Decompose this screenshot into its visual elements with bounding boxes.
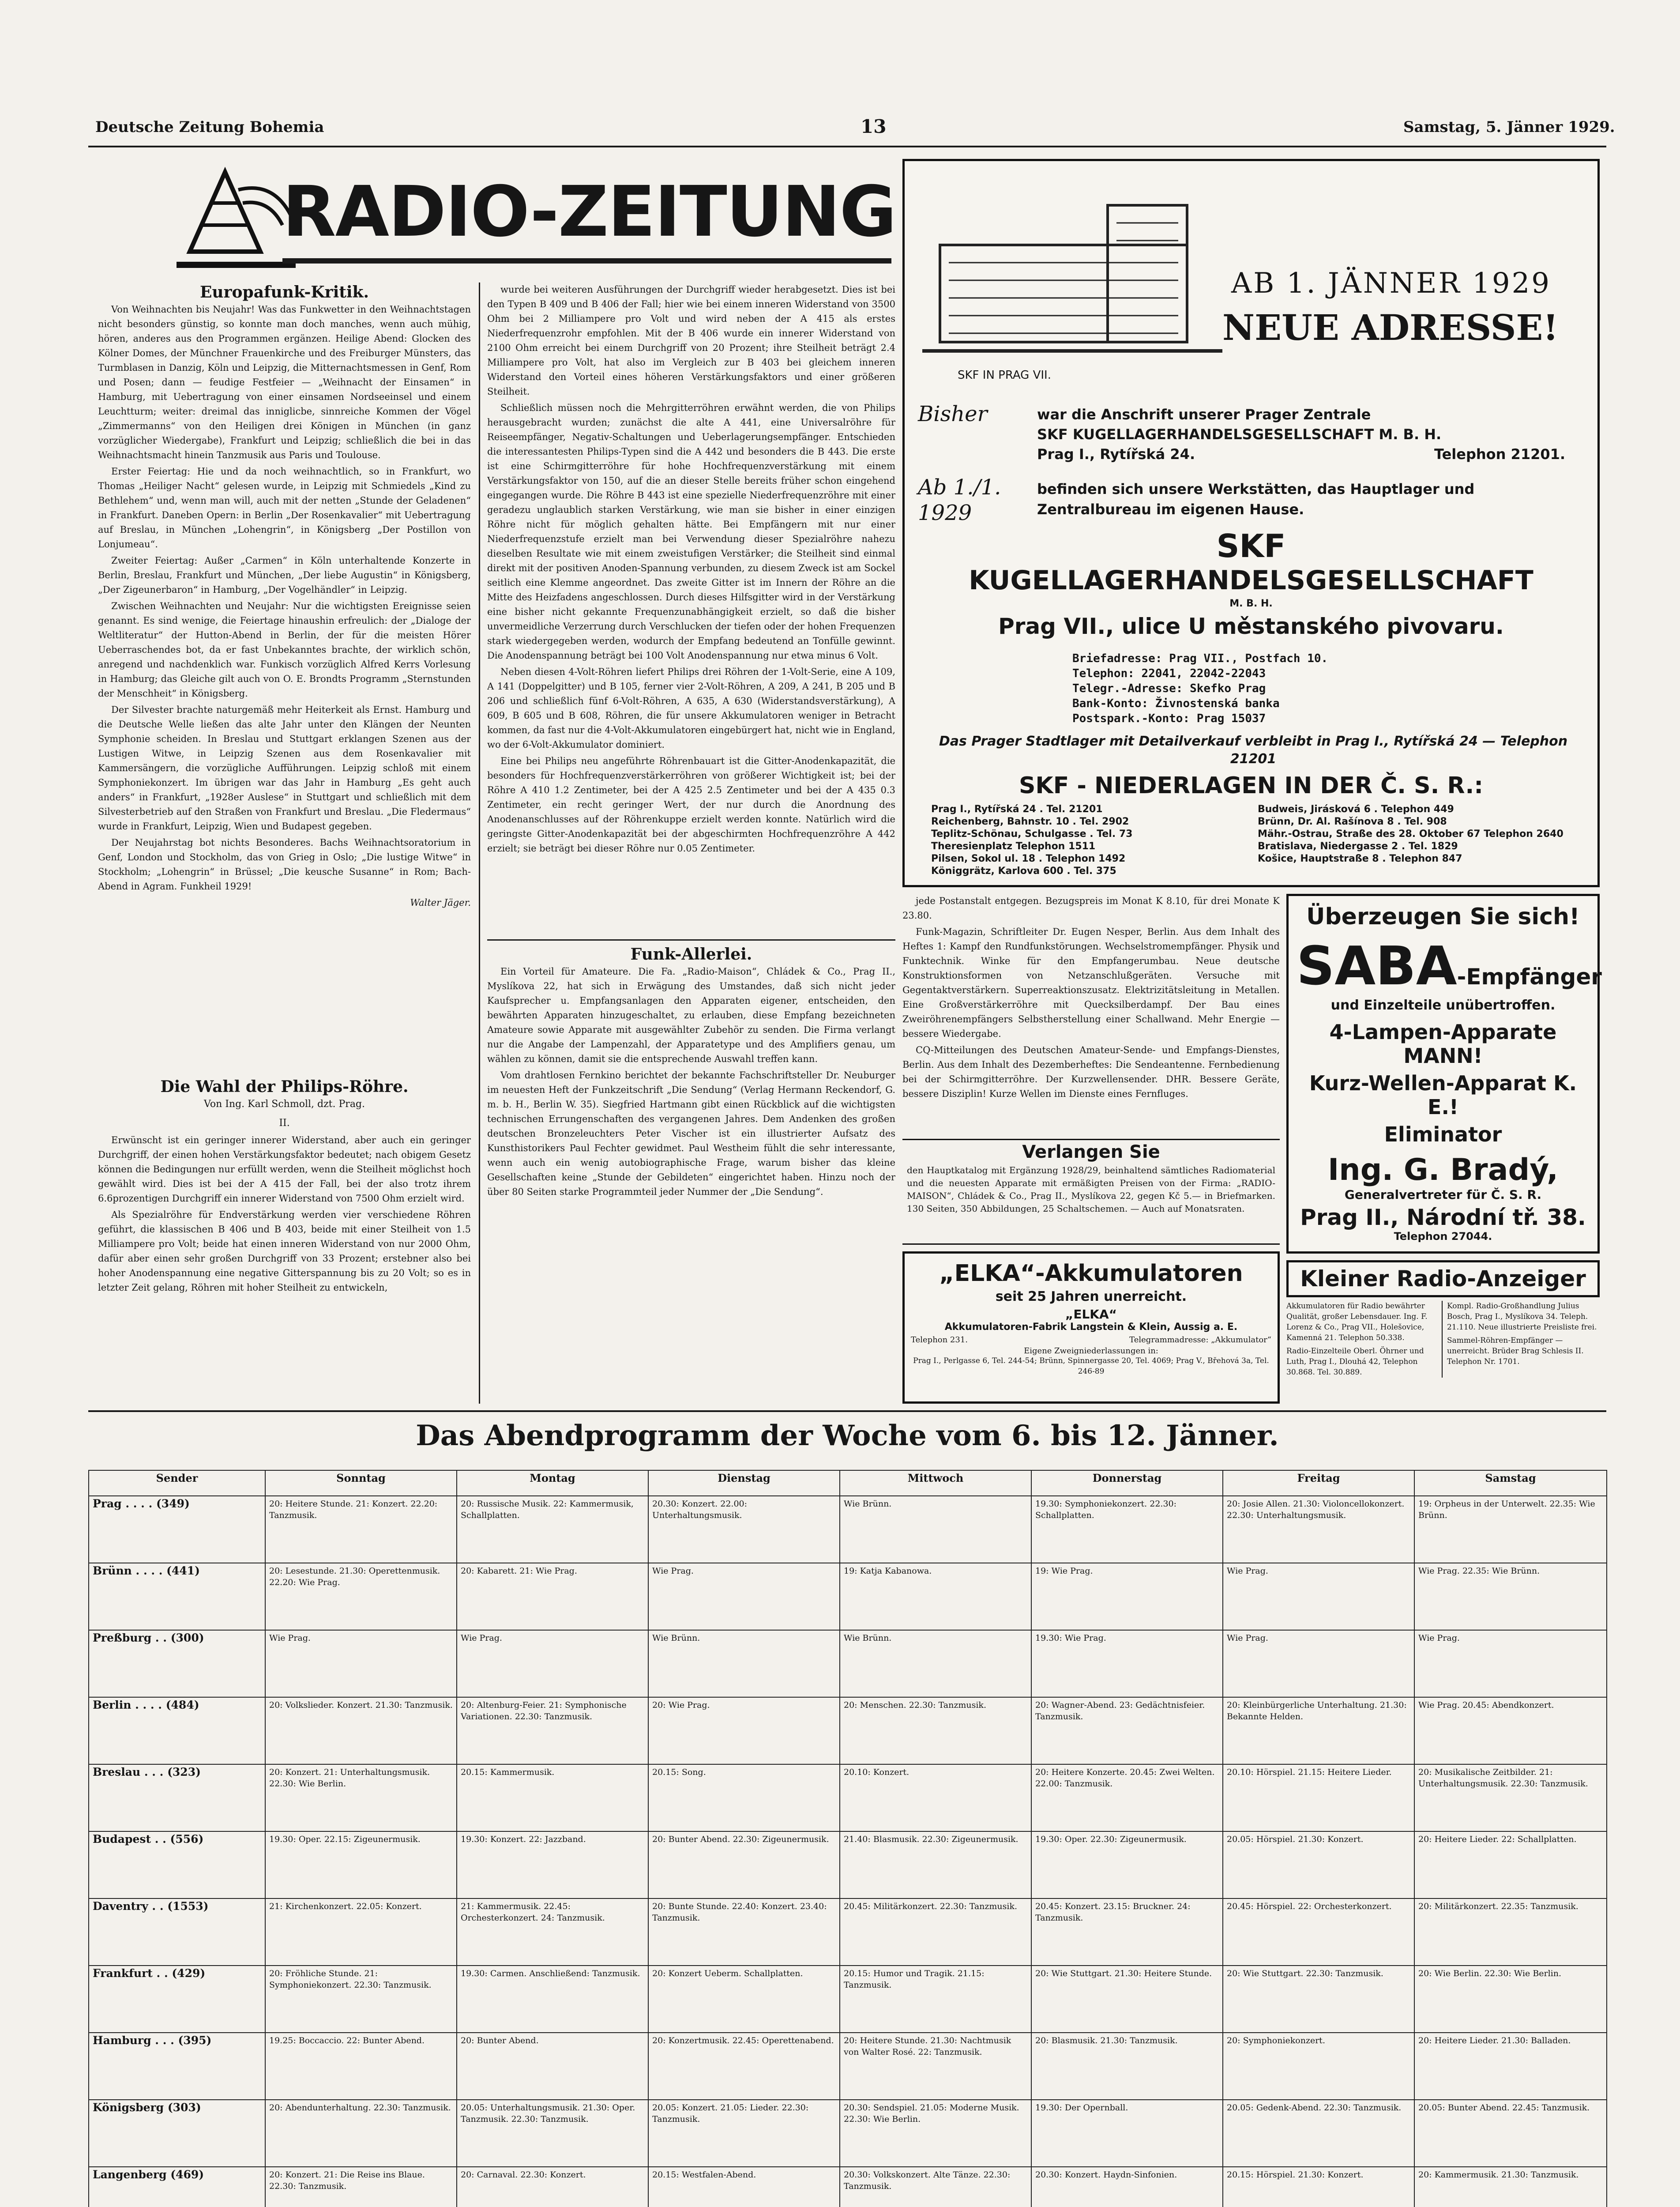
article-paragraph: Neben diesen 4-Volt-Röhren liefert Philips drei Röhren der 1-Volt-Serie, eine A 109, A 141 (Doppelgitter) und B 105, ferner vier 2-Volt-Röhren, A 209, A 241, B 205 und B 206 und schließlich fünf 6-Volt-Röhren, A 635, A 630 (Widerstandsverstärkung), A 609, B 605 und B 608, Röhren, die für unsere Akkumulatoren weniger in Betracht kommen, da fast nur die 4-Volt-Akkumulatoren eingebürgert hat, nicht wie in England, wo der 6-Volt-Akkumulator dominiert. <box>487 667 895 750</box>
article-paragraph: Funk-Magazin, Schriftleiter Dr. Eugen Nesper, Berlin. Aus dem Inhalt des Heftes 1: Kampf den Rundfunkstörungen. Wechselstromempfänger. Physik und Funktechnik. Winke für den Empfangerumbau. Neue deutsche Konstruktionsformen von Netzanschlußgeräten. Versuche mit Gegentaktverstärkern. Superreaktionszusatz. Elektrizitätsleitung in Metallen. Eine Großverstärkerröhre mit Quecksilberdampf. Der Bau eines Zweiröhrenempfängers Selbstherstellung einer Schallwand. Mehr Energie — bessere Wiedergabe. <box>902 926 1280 1039</box>
article-paragraph: Eine bei Philips neu angeführte Röhrenbauart ist die Gitter-Anodenkapazität, die besonders für Hochfrequenzverstärkerröhren von größerer Wichtigkeit ist; bei der Röhre A 410 1.2 Zentimeter, bei der A 425 2.5 Zentimeter und bei der A 435 0.3 Zentimeter, ein recht geringer Wert, der nur durch die Anordnung des Anodenanschlusses auf der Röhrenkuppe erzielt werden konnte. Natürlich wird die geringste Gitter-Anodenkapazität bei der abgeschirmten Hochfrequenzröhre A 442 erzielt; sie beträgt bei dieser Röhre nur 0.05 Zentimeter. <box>487 756 895 854</box>
skf-headline-date: AB 1. JÄNNER 1929 <box>1231 267 1551 300</box>
program-cell: 20: Bunter Abend. <box>457 2033 648 2100</box>
skf-niederlagen-title: SKF - NIEDERLAGEN IN DER Č. S. R.: <box>1019 772 1484 799</box>
program-cell: Wie Brünn. <box>840 1496 1031 1563</box>
program-cell: Wie Brünn. <box>840 1630 1031 1697</box>
program-row <box>89 1563 1607 1630</box>
program-cell: 20: Symphoniekonzert. <box>1223 2033 1414 2100</box>
article-paragraph: CQ-Mitteilungen des Deutschen Amateur-Sende- und Empfangs-Dienstes, Berlin. Aus dem Inhalt des Dezemberheftes: Die Sendeantenne. Fernbedienung bei der Schirmgitterröhre. Der Kurzwellensender. DHR. Bessere Geräte, bessere Disziplin! Kurze Wellen im Dienste eines Fernfluges. <box>902 1045 1280 1099</box>
article-philips-byline: Von Ing. Karl Schmoll, dzt. Prag. <box>203 1099 365 1110</box>
program-cell: 20: Konzert Ueberm. Schallplatten. <box>648 1966 840 2033</box>
radio-zeitung-masthead <box>177 163 896 274</box>
skf-branch: Teplitz-Schönau, Schulgasse . Tel. 73 <box>931 829 1133 840</box>
elka-since: seit 25 Jahren unerreicht. <box>995 1289 1187 1304</box>
program-cell: 20: Kabarett. 21: Wie Prag. <box>457 1563 648 1630</box>
program-cell: 20: Heitere Stunde. 21.30: Nachtmusik von Walter Rosé. 22: Tanzmusik. <box>840 2033 1031 2100</box>
program-column-header: Sender <box>89 1470 265 1496</box>
program-cell: 20: Bunter Abend. 22.30: Zigeunermusik. <box>648 1831 840 1898</box>
elka-branches: Prag I., Perlgasse 6, Tel. 244-54; Brünn, Spinnergasse 20, Tel. 4069; Prag V., Břehová 3a, Tel. 246-89 <box>913 1356 1269 1376</box>
saba-line2: Kurz-Wellen-Apparat K. E.! <box>1309 1071 1577 1119</box>
program-title: Das Abendprogramm der Woche vom 6. bis 12. Jänner. <box>416 1419 1279 1452</box>
skf-line3b: Telephon 21201. <box>1434 446 1566 463</box>
verlangen-title: Verlangen Sie <box>1022 1142 1160 1162</box>
article-europafunk-title: Europafunk-Kritik. <box>199 283 369 301</box>
program-cell: 20: Lesestunde. 21.30: Operettenmusik. 22.20: Wie Prag. <box>265 1563 457 1630</box>
program-cell: 20.30: Sendspiel. 21.05: Moderne Musik. 22.30: Wie Berlin. <box>840 2100 1031 2167</box>
kleiner-ad: Sammel-Röhren-Empfänger — unerreicht. Brüder Brag Schlesis II. Telephon Nr. 1701. <box>1447 1336 1584 1366</box>
program-station-cell: Berlin . . . . (484) <box>89 1697 265 1764</box>
elka-maker: Akkumulatoren-Fabrik Langstein & Klein, Aussig a. E. <box>944 1322 1238 1333</box>
verlangen-sie-ad <box>902 1139 1280 1245</box>
skf-mbh: M. B. H. <box>1229 598 1273 609</box>
skf-line1: war die Anschrift unserer Prager Zentrale <box>1037 406 1371 423</box>
article-paragraph: Ein Vorteil für Amateure. Die Fa. „Radio-Maison“, Chládek & Co., Prag II., Myslíkova 22, hat sich in Erwägung des Umstandes, daß sich nicht jeder Kaufsprecher u. Empfangsanlagen den Apparaten eigener, entscheiden, den bewährten Apparaten hinzugeschaltet, zu erlauben, diese Empfang bezeichneten Amateure sowie Apparate mit ausgewählter Zubehör zu senden. Die Firma verlangt nur die Angabe der Lampenzahl, der Apparatetype und des Amplifiers genau, um wählen zu können, damit sie die entsprechende Auswahl treffen kann. <box>487 966 895 1064</box>
program-cell: Wie Prag. 22.35: Wie Brünn. <box>1414 1563 1607 1630</box>
article-paragraph: Erwünscht ist ein geringer innerer Widerstand, aber auch ein geringer Durchgriff, der einen hohen Verstärkungsfaktor bedeutet; nach obigem Gesetz können die Bedingungen nur erfüllt werden, wenn die Steilheit möglichst hoch gewählt wird. Dies ist bei der A 415 der Fall, bei der also trotz ihrem 6.6prozentigen Durchgriff ein innerer Widerstand von 7500 Ohm erzielt wird. <box>98 1135 471 1204</box>
program-cell: 19.30: Oper. 22.30: Zigeunermusik. <box>1031 1831 1223 1898</box>
program-cell: 20.15: Westfalen-Abend. <box>648 2167 840 2207</box>
program-station-cell: Brünn . . . . (441) <box>89 1563 265 1630</box>
program-cell: 20.05: Unterhaltungsmusik. 21.30: Oper. Tanzmusik. 22.30: Tanzmusik. <box>457 2100 648 2167</box>
skf-branch: Budweis, Jirásková 6 . Telephon 449 <box>1258 804 1454 815</box>
funk-allerlei-title: Funk-Allerlei. <box>630 945 752 964</box>
program-station-cell: Daventry . . (1553) <box>89 1898 265 1966</box>
program-cell: 19.30: Symphoniekonzert. 22.30: Schallplatten. <box>1031 1496 1223 1563</box>
program-cell: 20: Altenburg-Feier. 21: Symphonische Variationen. 22.30: Tanzmusik. <box>457 1697 648 1764</box>
skf-ad <box>902 159 1600 887</box>
elka-branches-title: Eigene Zweigniederlassungen in: <box>1024 1346 1158 1356</box>
program-cell: 20: Wie Prag. <box>648 1697 840 1764</box>
program-cell: 20: Kleinbürgerliche Unterhaltung. 21.30: Bekannte Helden. <box>1223 1697 1414 1764</box>
article-paragraph: Schließlich müssen noch die Mehrgitterröhren erwähnt werden, die von Philips herausgebracht wurden; zunächst die alte A 441, eine Universalröhre für Reiseempfänger, Negativ-Schaltungen und Ueberlagerungsempfänger. Entschieden die interessantesten Philips-Typen sind die A 442 und besonders die B 443. Die erste ist eine Schirmgitterröhre für hohe Hochfrequenzverstärkung mit einem Verstärkungsfaktor von 150, auf die an dieser Stelle bereits früher schon eingehend eingegangen wurde. Die Röhre B 443 ist eine spezielle Niederfrequenzröhre mit einer geradezu unglaublich starken Verstärkung, wie man sie bisher in einer einzigen Röhre nicht für möglich gehalten hätte. Bei Empfängern mit nur einer Niederfrequenzstufe erzielt man bei Verwendung dieser Spezialröhre nahezu dieselben Resultate wie mit einem zweistufigen Verstärker; die Steilheit sind einmal direkt mit der positiven Anoden-Spannung verbunden, zu diesem Zweck ist am Sockel seitlich eine Klemme angeordnet. Das zweite Gitter ist im Innern der Röhre an die Mitte des Heizfadens angeschlossen. Durch dieses Hilfsgitter wird in der Verstärkung eine bisher nicht gekannte Frequenzunabhängigkeit erzielt, so daß die bisher unvermeidliche Verzerrung durch Verschlucken der tiefen oder der hohen Frequenzen stark wiedergegeben werden, wodurch der Empfang bedeutend an Tonfülle gewinnt. Die Anodenspannung beträgt bei 100 Volt Anodenspannung nur etwa minus 6 Volt. <box>487 403 895 661</box>
program-station-cell: Frankfurt . . (429) <box>89 1966 265 2033</box>
saba-line1: 4-Lampen-Apparate MANN! <box>1329 1020 1557 1068</box>
program-cell: 20: Bunte Stunde. 22.40: Konzert. 23.40: Tanzmusik. <box>648 1898 840 1966</box>
program-cell: 20: Wagner-Abend. 23: Gedächtnisfeier. Tanzmusik. <box>1031 1697 1223 1764</box>
saba-brand: SABA <box>1297 936 1457 997</box>
skf-branches-left <box>931 803 1249 878</box>
program-cell: 19.30: Der Opernball. <box>1031 2100 1223 2167</box>
article-paragraph: Vom drahtlosen Fernkino berichtet der bekannte Fachschriftsteller Dr. Neuburger im neuesten Heft der Funkzeitschrift „Die Sendung“ (Verlag Hermann Reckendorf, G. m. b. H., Berlin W. 35). Siegfried Hartmann gibt einen Rückblick auf die wichtigsten technischen Errungenschaften des vergangenen Jahres. Dem Andenken des großen deutschen Bronzeleuchters Peter Vischer ist ein illustrierter Aufsatz des Kunsthistorikers Paul Fechter gewidmet. Paul Westheim fühlt die sehr interessante, wenn auch ein wenig autobiographische Frage, warum bisher das kleine Gesellschaften keine „Stunde der Gebildeten“ eingerichtet haben. Hinzu noch der über 80 Seiten starke Programmteil jeder Nummer der „Die Sendung“. <box>487 1070 895 1197</box>
program-cell: 20: Militärkonzert. 22.35: Tanzmusik. <box>1414 1898 1607 1966</box>
article-continuation-column <box>487 282 895 940</box>
program-cell: 20.10: Konzert. <box>840 1764 1031 1831</box>
program-cell: 20: Russische Musik. 22: Kammermusik, Schallplatten. <box>457 1496 648 1563</box>
program-cell: 20.10: Hörspiel. 21.15: Heitere Lieder. <box>1223 1764 1414 1831</box>
saba-product: -Empfänger <box>1457 964 1602 990</box>
program-cell: 20: Musikalische Zeitbilder. 21: Unterhaltungsmusik. 22.30: Tanzmusik. <box>1414 1764 1607 1831</box>
program-cell: 19.30: Oper. 22.15: Zigeunermusik. <box>265 1831 457 1898</box>
skf-address: Prag VII., ulice U městanského pivovaru. <box>998 614 1504 639</box>
program-cell: 20: Kammermusik. 21.30: Tanzmusik. <box>1414 2167 1607 2207</box>
elka-ad <box>902 1251 1280 1404</box>
program-cell: 21: Kirchenkonzert. 22.05: Konzert. <box>265 1898 457 1966</box>
program-station-cell: Hamburg . . . (395) <box>89 2033 265 2100</box>
program-cell: 20: Konzert. 21: Die Reise ins Blaue. 22.30: Tanzmusik. <box>265 2167 457 2207</box>
program-row <box>89 1697 1607 1764</box>
program-cell: 20.30: Konzert. 22.00: Unterhaltungsmusik. <box>648 1496 840 1563</box>
skf-branch: Brünn, Dr. Al. Rašínova 8 . Tel. 908 <box>1258 816 1447 827</box>
skf-contact-line: Telephon: 22041, 22042-22043 <box>1072 667 1266 680</box>
program-table <box>88 1470 1607 2207</box>
article-paragraph: Zweiter Feiertag: Außer „Carmen“ in Köln unterhaltende Konzerte in Berlin, Breslau, Frankfurt und München, „Der liebe Augustin“ in Königsberg, „Der Zigeunerbaron“ in Hamburg, „Der Vogelhändler“ in Leipzig. <box>98 555 471 595</box>
program-cell: 20: Volkslieder. Konzert. 21.30: Tanzmusik. <box>265 1697 457 1764</box>
program-cell: 20.15: Humor und Tragik. 21.15: Tanzmusik. <box>840 1966 1031 2033</box>
program-station-cell: Budapest . . (556) <box>89 1831 265 1898</box>
skf-branches-right <box>1258 803 1584 865</box>
program-column-header: Montag <box>457 1470 648 1496</box>
program-column-header: Samstag <box>1414 1470 1607 1496</box>
program-cell: Wie Brünn. <box>648 1630 840 1697</box>
program-cell: Wie Prag. <box>648 1563 840 1630</box>
program-cell: 20: Fröhliche Stunde. 21: Symphoniekonzert. 22.30: Tanzmusik. <box>265 1966 457 2033</box>
elka-phone: Telephon 231. <box>911 1335 968 1345</box>
article-paragraph: jede Postanstalt entgegen. Bezugspreis im Monat K 8.10, für drei Monate K 23.80. <box>902 896 1280 921</box>
masthead-title: RADIO-ZEITUNG <box>282 171 896 252</box>
skf-contact-block <box>1072 651 1470 726</box>
program-row <box>89 1898 1607 1966</box>
skf-logo-caption: SKF IN PRAG VII. <box>958 369 1051 382</box>
program-cell: 19: Orpheus in der Unterwelt. 22.35: Wie Brünn. <box>1414 1496 1607 1563</box>
program-column-header: Mittwoch <box>840 1470 1031 1496</box>
skf-branch: Reichenberg, Bahnstr. 10 . Tel. 2902 <box>931 816 1129 827</box>
skf-branch: Mähr.-Ostrau, Straße des 28. Oktober 67 Telephon 2640 <box>1258 829 1563 840</box>
program-station-cell: Preßburg . . (300) <box>89 1630 265 1697</box>
program-row <box>89 1966 1607 2033</box>
skf-branch: Košice, Hauptstraße 8 . Telephon 847 <box>1258 853 1462 864</box>
magazines-column <box>902 894 1280 1134</box>
saba-dealer-phone: Telephon 27044. <box>1394 1230 1492 1243</box>
program-cell: 20: Josie Allen. 21.30: Violoncellokonzert. 22.30: Unterhaltungsmusik. <box>1223 1496 1414 1563</box>
program-row <box>89 2033 1607 2100</box>
program-cell: 20.15: Song. <box>648 1764 840 1831</box>
elka-brand: „ELKA“ <box>1065 1307 1117 1322</box>
kleiner-ad: Radio-Einzelteile Oberl. Öhrner und Luth, Prag I., Dlouhá 42, Telephon 30.868. Tel. 30.889. <box>1286 1347 1424 1377</box>
program-cell: 21: Kammermusik. 22.45: Orchesterkonzert. 24: Tanzmusik. <box>457 1898 648 1966</box>
skf-contact-line: Postspark.-Konto: Prag 15037 <box>1072 712 1266 725</box>
kleiner-title: Kleiner Radio-Anzeiger <box>1286 1260 1600 1297</box>
program-cell: 20: Konzert. 21: Unterhaltungsmusik. 22.30: Wie Berlin. <box>265 1764 457 1831</box>
elka-title: „ELKA“-Akkumulatoren <box>939 1260 1243 1287</box>
program-cell: 19.30: Wie Prag. <box>1031 1630 1223 1697</box>
saba-lead: Überzeugen Sie sich! <box>1306 904 1580 930</box>
program-cell: 20.05: Konzert. 21.05: Lieder. 22.30: Tanzmusik. <box>648 2100 840 2167</box>
program-row <box>89 1831 1607 1898</box>
kleiner-ad: Akkumulatoren für Radio bewährter Qualität, großer Lebensdauer. Ing. F. Lorenz & Co., Prag VII., Holešovice, Kamenná 21. Telephon 50.338. <box>1286 1302 1428 1342</box>
program-cell: 19: Katja Kabanowa. <box>840 1563 1031 1630</box>
program-cell: 20: Wie Stuttgart. 21.30: Heitere Stunde. <box>1031 1966 1223 2033</box>
program-row <box>89 1496 1607 1563</box>
article-philips-column <box>98 1077 471 1404</box>
saba-ad <box>1286 894 1600 1254</box>
section-rule <box>88 1410 1606 1412</box>
program-cell: Wie Prag. <box>457 1630 648 1697</box>
program-cell: 20.30: Volkskonzert. Alte Tänze. 22.30: Tanzmusik. <box>840 2167 1031 2207</box>
skf-factory-illustration-icon <box>922 179 1231 364</box>
article-europafunk-column <box>98 282 471 1172</box>
program-cell: 20.05: Gedenk-Abend. 22.30: Tanzmusik. <box>1223 2100 1414 2167</box>
article-paragraph: Der Silvester brachte naturgemäß mehr Heiterkeit als Ernst. Hamburg und die Deutsche Welle ließen das alte Jahr unter den Klängen der Neunten Symphonie scheiden. In Breslau und Stuttgart erklangen Szenen aus der Lustigen Witwe, in Leipzig Szenen aus dem Rosenkavalier mit Kammersängern, die vorzügliche Aufführungen. Leipzig schloß mit einem Symphoniekonzert. Im übrigen war das Jahr in Hamburg „Es geht auch anders“ in Frankfurt, „1928er Auslese“ in Stuttgart und schließlich mit dem Silvesterbetrieb auf den Straßen von Frankfurt und Breslau. „Die Fledermaus“ wurde in Frankfurt, Leipzig, Wien und Budapest gegeben. <box>98 704 471 832</box>
program-cell: 20.15: Kammermusik. <box>457 1764 648 1831</box>
program-cell: 20: Konzertmusik. 22.45: Operettenabend. <box>648 2033 840 2100</box>
skf-ab-date: Ab 1./1. 1929 <box>918 475 1001 525</box>
program-cell: 20.45: Hörspiel. 22: Orchesterkonzert. <box>1223 1898 1414 1966</box>
program-cell: Wie Prag. <box>265 1630 457 1697</box>
saba-line3: Eliminator <box>1384 1122 1502 1146</box>
program-table-wrapper <box>88 1470 1606 2207</box>
program-cell: 20: Heitere Lieder. 21.30: Balladen. <box>1414 2033 1607 2100</box>
program-station-cell: Königsberg (303) <box>89 2100 265 2167</box>
skf-branch: Pilsen, Sokol ul. 18 . Telephon 1492 <box>931 853 1126 864</box>
article-philips-title: Die Wahl der Philips-Röhre. <box>160 1077 409 1096</box>
skf-branch: Prag I., Rytířská 24 . Tel. 21201 <box>931 804 1103 815</box>
program-cell: 20: Abendunterhaltung. 22.30: Tanzmusik. <box>265 2100 457 2167</box>
saba-tagline: und Einzelteile unübertroffen. <box>1330 998 1556 1013</box>
saba-dealer-address: Prag II., Národní tř. 38. <box>1300 1205 1586 1230</box>
program-header-row <box>89 1470 1607 1496</box>
article-paragraph: Als Spezialröhre für Endverstärkung werden vier verschiedene Röhren geführt, die klassischen B 406 und B 403, beide mit einer Steilheit von 1.5 Milliampere pro Volt; beide hat einen inneren Widerstand von nur 2000 Ohm, dafür aber einen sehr großen Durchgriff von 33 Prozent; erstebner also bei hoher Anodenspannung eine negative Gitterspannung bis zu 20 Volt; so es in letzter Zeit gelang, Röhren mit hoher Steilheit zu entwickeln, <box>98 1209 471 1293</box>
program-cell: 20: Menschen. 22.30: Tanzmusik. <box>840 1697 1031 1764</box>
article-philips-section: II. <box>279 1118 290 1129</box>
program-cell: Wie Prag. <box>1223 1563 1414 1630</box>
program-cell: 19.30: Konzert. 22: Jazzband. <box>457 1831 648 1898</box>
section-rule <box>487 939 895 941</box>
program-cell: 20.45: Konzert. 23.15: Bruckner. 24: Tanzmusik. <box>1031 1898 1223 1966</box>
program-cell: Wie Prag. <box>1414 1630 1607 1697</box>
article-paragraph: Von Weihnachten bis Neujahr! Was das Funkwetter in den Weihnachtstagen nicht besonders günstig, so konnte man doch manches, wenn auch mühig, hören, anderes aus den Programmen ergänzen. Heilige Abend: Glocken des Kölner Domes, der Münchner Frauenkirche und des Freiburger Münsters, das Turmblasen in Danzig, Köln und Leipzig, die Mitternachtsmessen in Genf, Rom und Posen; dann — feudige Festfeier — „Weihnacht der Einsamen“ in Hamburg, mit Uebertragung von einer einsamen Nordseeinsel und einem Leuchtturm; weiter: dreimal das inniglicbe, sinnreiche Kommen der Vögel „Zimmermanns“ von den Heiligen drei Königen in München (in ganz vorzüglicher Wiedergabe), Frankfurt und Leipzig; schließlich die bei in das Weihnachtsmacht hinein Tanzmusik aus Paris und Toulouse. <box>98 304 471 460</box>
header-page-number: 13 <box>861 116 887 137</box>
funk-allerlei-section <box>487 945 895 1404</box>
saba-dealer-name: Ing. G. Bradý, <box>1327 1152 1559 1187</box>
article-paragraph: Der Neujahrstag bot nichts Besonderes. Bachs Weihnachtsoratorium in Genf, London und Stockholm, das von Grieg in Oslo; „Die lustige Witwe“ in Stockholm; „Lohengrin“ in Brüssel; „Die keusche Susanne“ in Rom; Bach-Abend in Agram. Funkheil 1929! <box>98 837 471 892</box>
skf-branch: Königgrätz, Karlova 600 . Tel. 375 <box>931 866 1116 877</box>
header-date: Samstag, 5. Jänner 1929. <box>1403 118 1615 136</box>
saba-dealer-role: Generalvertreter für Č. S. R. <box>1344 1187 1542 1202</box>
article-paragraph: wurde bei weiteren Ausführungen der Durchgriff wieder herabgesetzt. Dies ist bei den Typen B 409 und B 406 der Fall; hier wie bei einem inneren Widerstand von 3500 Ohm bei 2 Milliampere pro Volt und wird neben der A 415 als erstes Niederfrequenzrohr empfohlen. Mit der B 406 wurde ein innerer Widerstand von 2100 Ohm erreicht bei einem Durchgriff von 20 Prozent; ihre Steilheit beträgt 2.4 Milliampere pro Volt, hat also im Vergleich zur B 403 bei gleichem inneren Widerstand den Vorteil eines höheren Verstärkungsfaktors und einer größeren Steilheit. <box>487 284 895 397</box>
program-column-header: Sonntag <box>265 1470 457 1496</box>
program-cell: 20: Blasmusik. 21.30: Tanzmusik. <box>1031 2033 1223 2100</box>
program-cell: 20.05: Bunter Abend. 22.45: Tanzmusik. <box>1414 2100 1607 2167</box>
program-row <box>89 1764 1607 1831</box>
program-cell: Wie Prag. <box>1223 1630 1414 1697</box>
program-cell: 20: Carnaval. 22.30: Konzert. <box>457 2167 648 2207</box>
program-station-cell: Prag . . . . (349) <box>89 1496 265 1563</box>
program-column-header: Donnerstag <box>1031 1470 1223 1496</box>
kleiner-ad: Kompl. Radio-Großhandlung Julius Bosch, Prag I., Myslíkova 34. Teleph. 21.110. Neue illustrierte Preisliste frei. <box>1447 1302 1597 1332</box>
article-europafunk-author: Walter Jäger. <box>410 897 471 908</box>
skf-branch: Theresienplatz Telephon 1511 <box>931 841 1096 852</box>
program-column-header: Dienstag <box>648 1470 840 1496</box>
program-cell: 20: Wie Berlin. 22.30: Wie Berlin. <box>1414 1966 1607 2033</box>
article-paragraph: Erster Feiertag: Hie und da noch weihnachtlich, so in Frankfurt, wo Thomas „Heiliger Nacht“ gelesen wurde, in Leipzig mit Schmiedels „Kind zu Bethlehem“ und, wenn man will, auch mit der netten „Stunde der Geladenen“ in Frankfurt. Daneben Opern: in Berlin „Der Rosenkavalier“ mit Uebertragung auf Breslau, in München „Lohengrin“, in Königsberg „Der Postillon von Lonjumeau“. <box>98 466 471 550</box>
program-row <box>89 2167 1607 2207</box>
skf-line4: befinden sich unsere Werkstätten, das Hauptlager und Zentralbureau im eigenen Hause. <box>1037 481 1475 518</box>
skf-branch: Bratislava, Niedergasse 2 . Tel. 1829 <box>1258 841 1458 852</box>
kleiner-radio-anzeiger <box>1286 1260 1600 1404</box>
program-row <box>89 2100 1607 2167</box>
skf-contact-line: Briefadresse: Prag VII., Postfach 10. <box>1072 652 1328 665</box>
program-cell: 20.30: Konzert. Haydn-Sinfonien. <box>1031 2167 1223 2207</box>
skf-brand: SKF <box>1216 527 1286 565</box>
column-rule <box>479 282 480 1404</box>
skf-headline-address: NEUE ADRESSE! <box>1222 307 1559 348</box>
verlangen-text: den Hauptkatalog mit Ergänzung 1928/29, beinhaltend sämtliches Radiomaterial und die neuesten Apparate mit ermäßigten Preisen von der Firma: „RADIO-MAISON“, Chládek & Co., Prag II., Myslíkova 22, gegen Kč 5.— in Briefmarken. 130 Seiten, 350 Abbildungen, 25 Schaltschemen. — Auch auf Monatsraten. <box>907 1165 1275 1214</box>
article-paragraph: Zwischen Weihnachten und Neujahr: Nur die wichtigsten Ereignisse seien genannt. Es sind wenige, die Feiertage hinaushin erfreulich: der „Dialoge der Weltliteratur“ der Hutton-Abend in Berlin, der für die meisten Hörer Ueberraschendes bot, da er fast Unbekanntes brachte, der wirklich schön, anregend und nachdenklich war. Funkisch vorzüglich Alfred Kerrs Vorlesung in Hamburg; das Gleiche gilt auch von O. E. Brondts Programm „Sternstunden der Menschheit“ in Königsberg. <box>98 601 471 699</box>
program-cell: 20.45: Militärkonzert. 22.30: Tanzmusik. <box>840 1898 1031 1966</box>
program-cell: 20: Heitere Konzerte. 20.45: Zwei Welten. 22.00: Tanzmusik. <box>1031 1764 1223 1831</box>
skf-line2: SKF KUGELLAGERHANDELSGESELLSCHAFT M. B. H. <box>1037 426 1442 443</box>
skf-contact-line: Bank-Konto: Živnostenská banka <box>1072 697 1280 710</box>
program-cell: 20.15: Hörspiel. 21.30: Konzert. <box>1223 2167 1414 2207</box>
program-cell: Wie Prag. 20.45: Abendkonzert. <box>1414 1697 1607 1764</box>
elka-telegram: Telegrammadresse: „Akkumulator“ <box>1129 1335 1271 1345</box>
program-station-cell: Breslau . . . (323) <box>89 1764 265 1831</box>
skf-line3: Prag I., Rytířská 24. <box>1037 446 1195 463</box>
program-station-cell: Langenberg (469) <box>89 2167 265 2207</box>
header-newspaper-name: Deutsche Zeitung Bohemia <box>95 118 324 136</box>
program-cell: 19.25: Boccaccio. 22: Bunter Abend. <box>265 2033 457 2100</box>
program-cell: 20: Wie Stuttgart. 22.30: Tanzmusik. <box>1223 1966 1414 2033</box>
program-cell: 20: Heitere Lieder. 22: Schallplatten. <box>1414 1831 1607 1898</box>
program-cell: 21.40: Blasmusik. 22.30: Zigeunermusik. <box>840 1831 1031 1898</box>
program-cell: 19: Wie Prag. <box>1031 1563 1223 1630</box>
program-row <box>89 1630 1607 1697</box>
skf-company: KUGELLAGERHANDELSGESELLSCHAFT <box>969 565 1533 596</box>
program-cell: 20: Heitere Stunde. 21: Konzert. 22.20: Tanzmusik. <box>265 1496 457 1563</box>
skf-contact-line: Telegr.-Adresse: Skefko Prag <box>1072 682 1266 695</box>
program-cell: 19.30: Carmen. Anschließend: Tanzmusik. <box>457 1966 648 2033</box>
skf-stadtlager-note: Das Prager Stadtlager mit Detailverkauf verbleibt in Prag I., Rytířská 24 — Telephon 21201 <box>939 734 1568 767</box>
header-rule <box>88 146 1606 147</box>
skf-bisher: Bisher <box>918 402 988 426</box>
program-column-header: Freitag <box>1223 1470 1414 1496</box>
program-cell: 20.05: Hörspiel. 21.30: Konzert. <box>1223 1831 1414 1898</box>
